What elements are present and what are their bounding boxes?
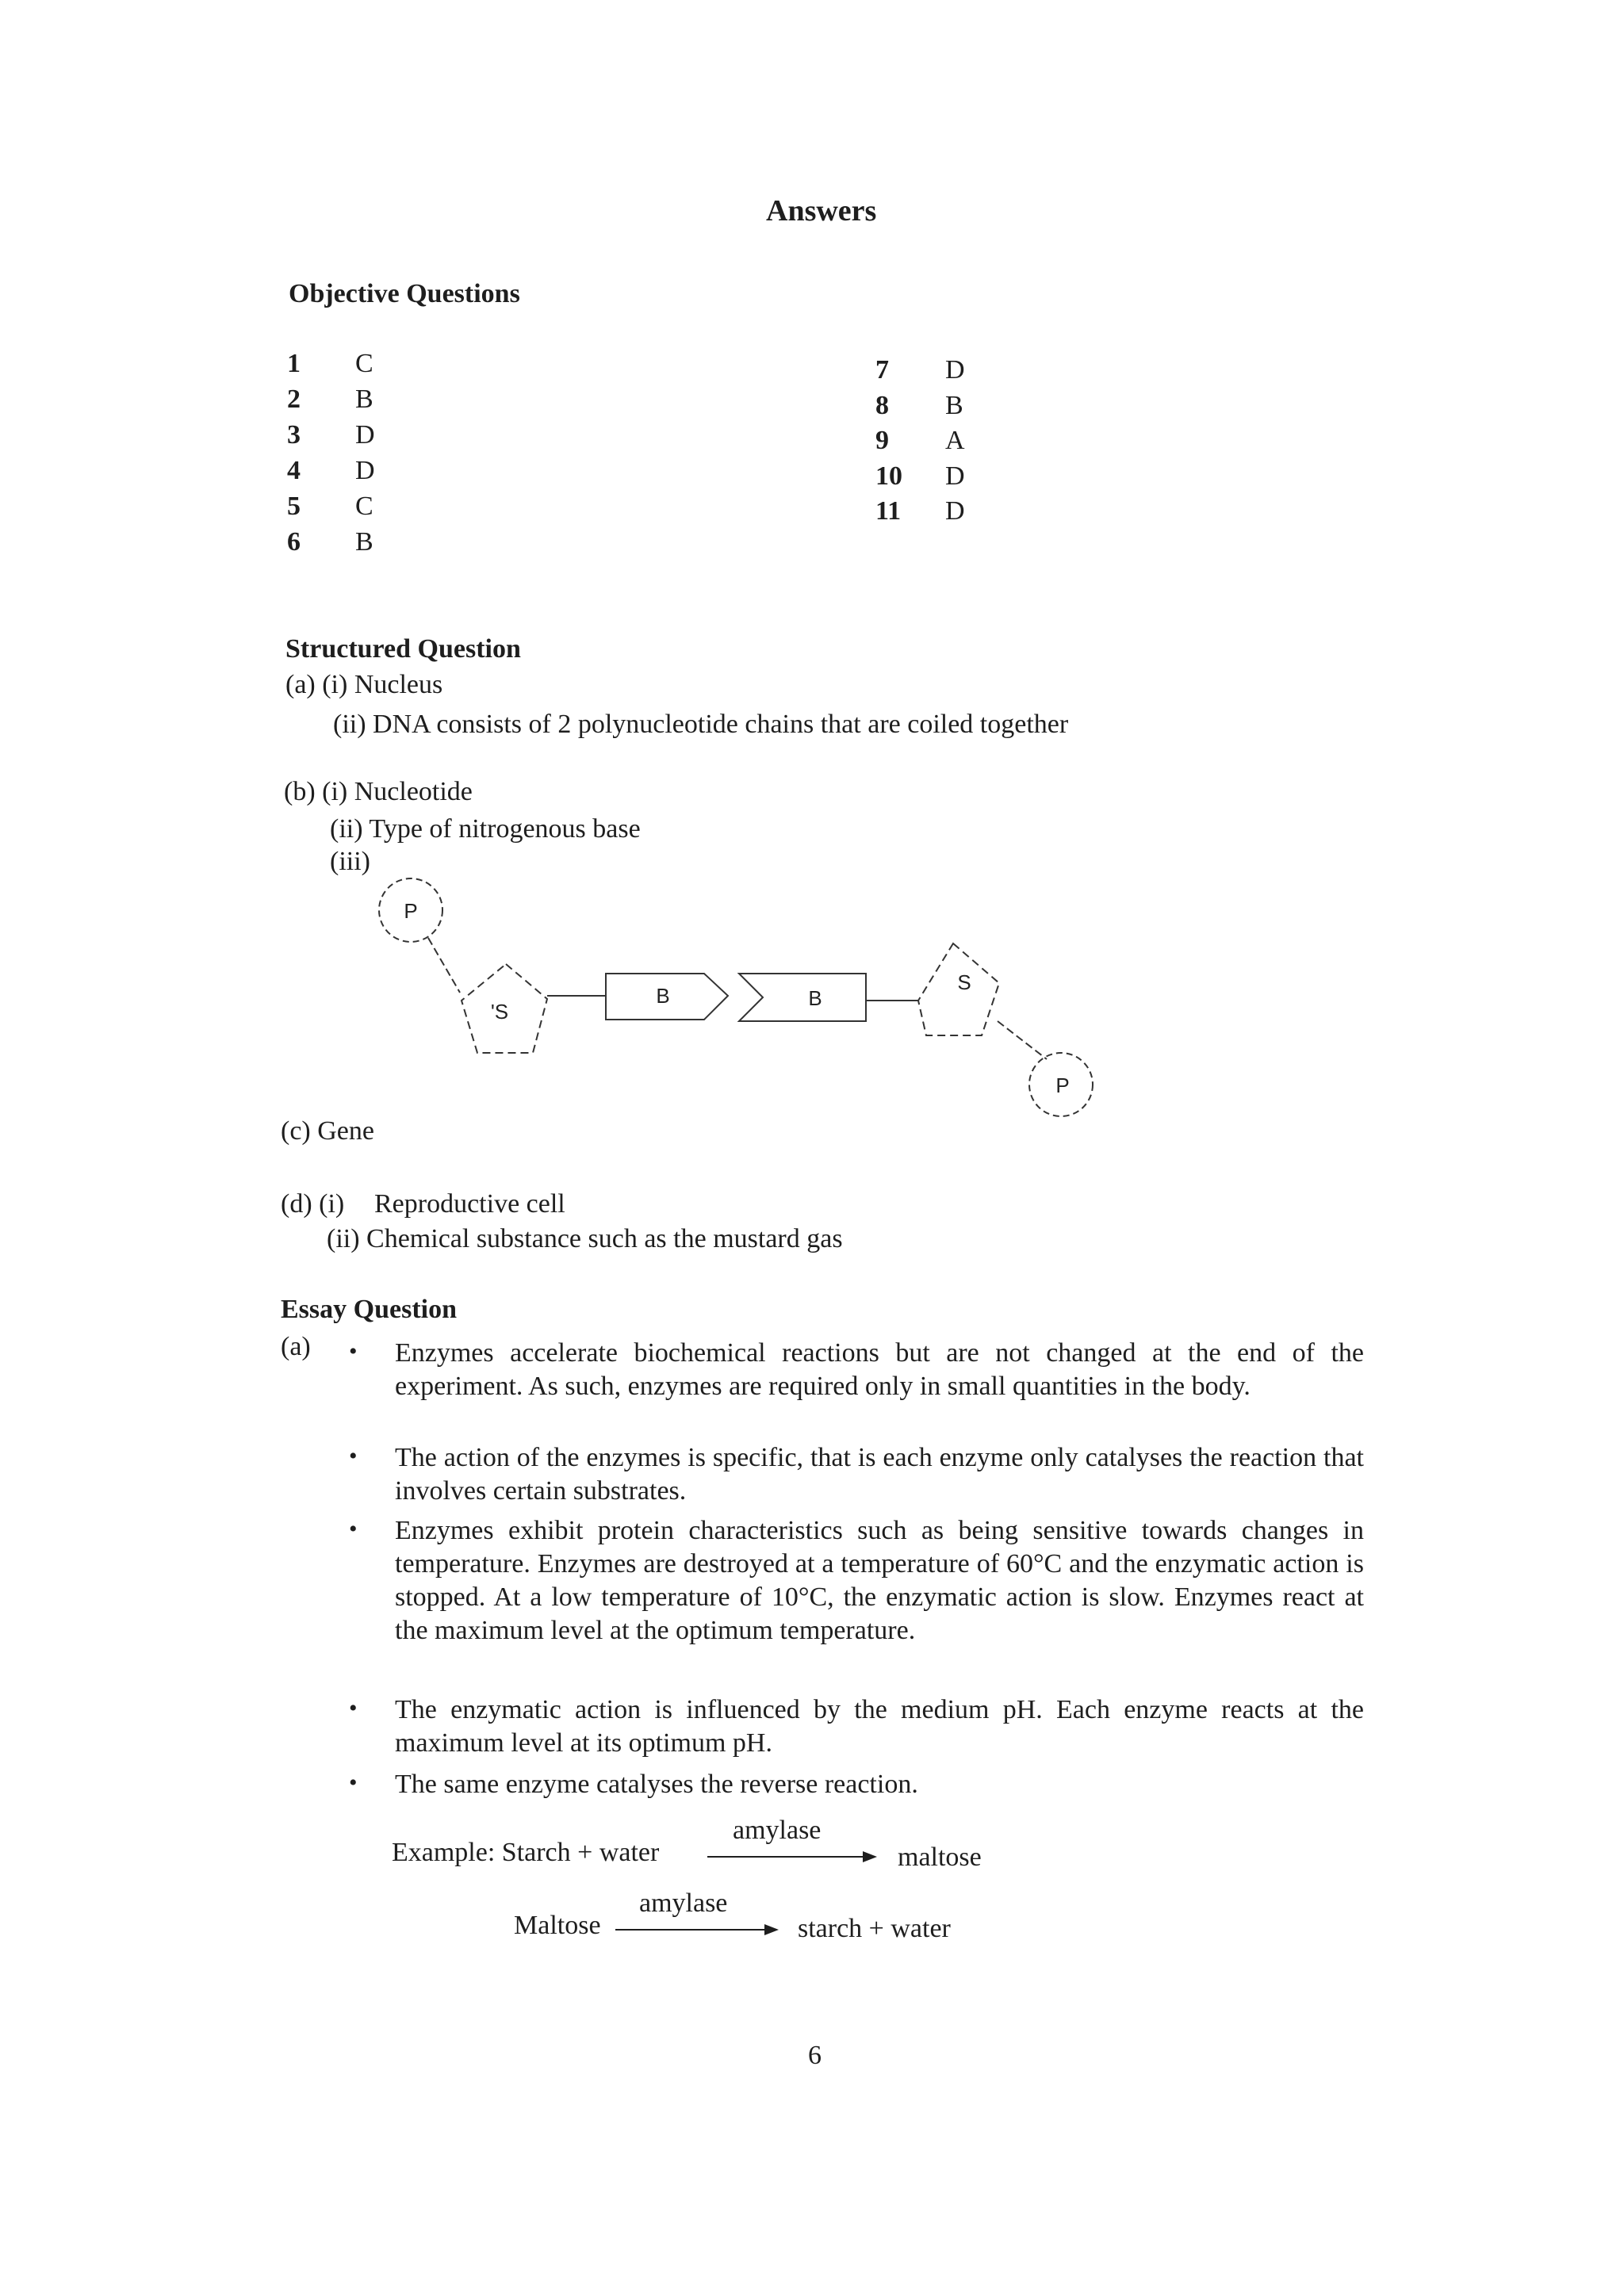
structured-c: (c) Gene	[281, 1116, 374, 1146]
example1-prefix: Example: Starch + water	[392, 1838, 660, 1867]
example1-arrow-head	[863, 1851, 877, 1862]
objective-left-answer: B	[355, 385, 373, 414]
objective-left-number: 1	[287, 349, 301, 378]
objective-right-answer: A	[945, 426, 965, 455]
structured-d-i: Reproductive cell	[374, 1189, 565, 1219]
page-number: 6	[808, 2041, 822, 2070]
structured-b-i: (b) (i) Nucleotide	[284, 777, 473, 806]
objective-right-number: 8	[875, 390, 889, 420]
base-right-shape	[739, 974, 866, 1021]
example1-enzyme: amylase	[733, 1816, 822, 1845]
objective-right-answer: D	[945, 461, 965, 491]
example2-arrow-head	[764, 1924, 779, 1935]
example2-product: starch + water	[798, 1914, 951, 1943]
structured-a-ii: (ii) DNA consists of 2 polynucleotide chains that are coiled together	[333, 710, 1069, 739]
objective-right-number: 7	[875, 355, 889, 385]
objective-right-answer: D	[945, 355, 965, 385]
objective-heading: Objective Questions	[289, 279, 520, 308]
essay-bullet-text: The enzymatic action is influenced by the medium pH. Each enzyme reacts at the maximum level at its optimum pH.	[395, 1695, 1364, 1758]
essay-bullet-text: Enzymes accelerate biochemical reactions but are not changed at the end of the experiment. As such, enzymes are required only in small quantities in the body.	[395, 1338, 1364, 1401]
structured-b-iii: (iii)	[330, 847, 370, 876]
essay-bullet-text: The same enzyme catalyses the reverse reaction.	[395, 1770, 918, 1799]
objective-right-number: 10	[875, 461, 902, 491]
objective-right-answer: B	[945, 390, 963, 420]
structured-heading: Structured Question	[285, 634, 521, 664]
objective-left-number: 2	[287, 385, 301, 414]
example1-arrow-line	[707, 1856, 866, 1858]
phosphate-right-label: P	[1055, 1073, 1070, 1097]
essay-heading: Essay Question	[281, 1295, 457, 1324]
objective-right-answer: D	[945, 496, 965, 526]
objective-left-answer: B	[355, 527, 373, 557]
bullet-marker: •	[349, 1770, 358, 1796]
objective-left-answer: C	[355, 492, 373, 521]
objective-left-answer: D	[355, 456, 375, 485]
base-left-label: B	[656, 984, 670, 1008]
structured-a-i: (a) (i) Nucleus	[285, 670, 443, 699]
objective-left-answer: C	[355, 349, 373, 378]
example1-product: maltose	[898, 1843, 982, 1872]
essay-bullet-text: Enzymes exhibit protein characteristics such as being sensitive towards changes in temperature. Enzymes are destroyed at a temperature of 60°C and the enzymatic action is stopped. At a low temperature of 10°C, the enzymatic action is slow. Enzymes react at the maximum level at the optimum temperature.	[395, 1516, 1364, 1645]
example2-reactant: Maltose	[514, 1911, 601, 1940]
structured-d-i-label: (d) (i)	[281, 1189, 345, 1219]
page-title: Answers	[766, 194, 877, 228]
sugar-left-label: 'S	[490, 1000, 509, 1024]
objective-right-number: 11	[875, 496, 902, 526]
phosphate-left-label: P	[404, 899, 418, 923]
essay-part-a-label: (a)	[281, 1332, 311, 1361]
bullet-marker: •	[349, 1516, 358, 1542]
bullet-marker: •	[349, 1695, 358, 1721]
example2-enzyme: amylase	[639, 1888, 728, 1918]
objective-left-number: 4	[287, 456, 301, 485]
bullet-marker: •	[349, 1338, 358, 1364]
base-right-label: B	[808, 986, 822, 1010]
objective-left-number: 5	[287, 492, 301, 521]
example2-arrow-line	[615, 1929, 769, 1931]
bullet-marker: •	[349, 1443, 358, 1469]
structured-d-ii: (ii) Chemical substance such as the mustard gas	[327, 1224, 843, 1253]
objective-left-number: 6	[287, 527, 301, 557]
structured-b-ii: (ii) Type of nitrogenous base	[330, 814, 641, 844]
essay-bullet-text: The action of the enzymes is specific, that is each enzyme only catalyses the reaction that involves certain substrates.	[395, 1443, 1364, 1506]
objective-right-number: 9	[875, 426, 889, 455]
objective-left-answer: D	[355, 420, 375, 450]
sugar-right-label: S	[957, 970, 971, 994]
objective-left-number: 3	[287, 420, 301, 450]
